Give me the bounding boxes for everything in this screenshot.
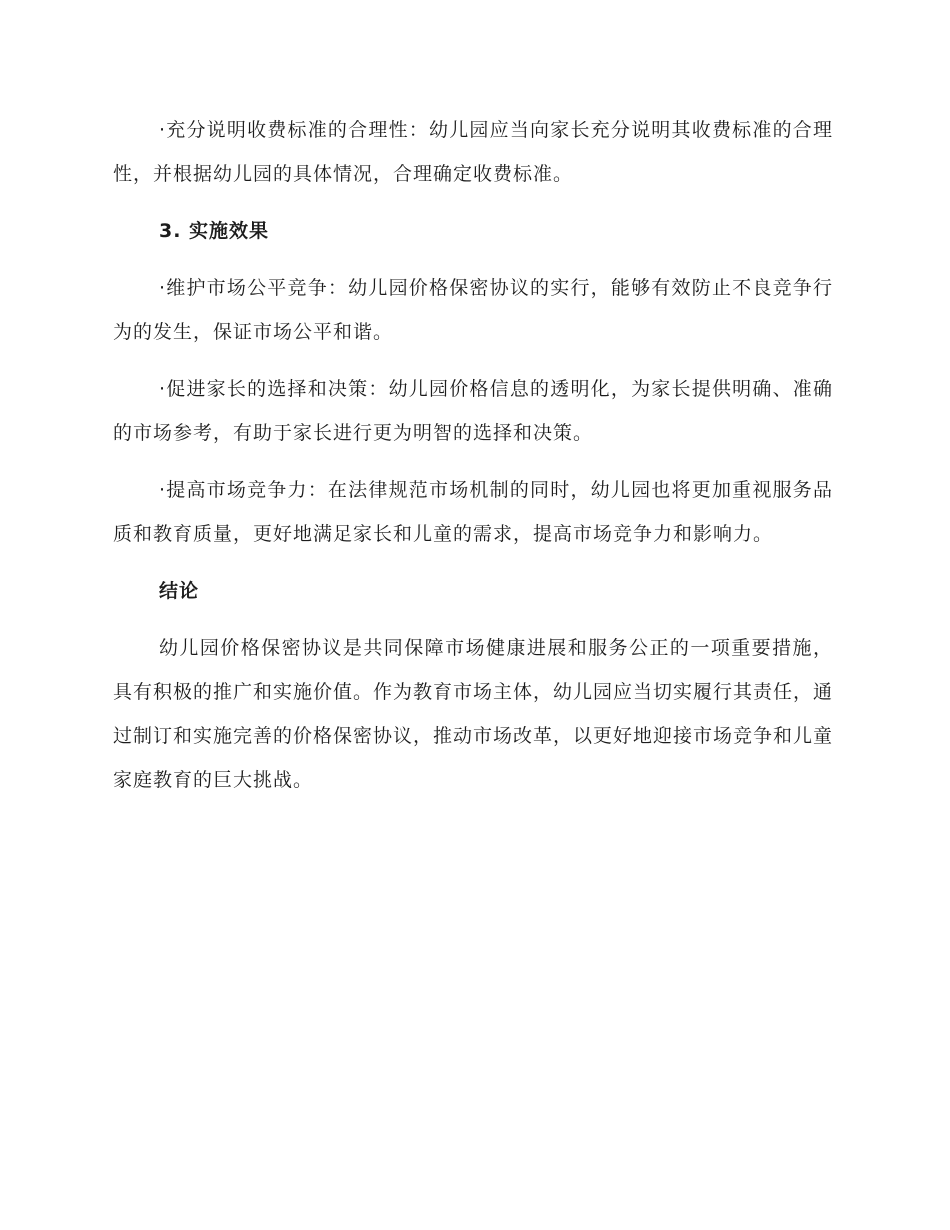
paragraph-parent-choice: ·促进家长的选择和决策：幼儿园价格信息的透明化，为家长提供明确、准确的市场参考，有助于家长进行更为明智的选择和决策。: [113, 378, 833, 444]
section-heading-implementation-effect: 3. 实施效果: [159, 220, 270, 242]
document-body: [113, 108, 833, 815]
paragraph-conclusion: 幼儿园价格保密协议是共同保障市场健康进展和服务公正的一项重要措施，具有积极的推广和实施价值。作为教育市场主体，幼儿园应当切实履行其责任，通过制订和实施完善的价格保密协议，推动市场改革，以更好地迎接市场竞争和儿童家庭教育的巨大挑战。: [113, 637, 834, 791]
paragraph-competitiveness: ·提高市场竞争力：在法律规范市场机制的同时，幼儿园也将更加重视服务品质和教育质量，更好地满足家长和儿童的需求，提高市场竞争力和影响力。: [113, 479, 833, 545]
section-heading-conclusion: 结论: [159, 580, 200, 602]
paragraph-fee-rationale: ·充分说明收费标准的合理性：幼儿园应当向家长充分说明其收费标准的合理性，并根据幼儿园的具体情况，合理确定收费标准。: [113, 119, 833, 185]
paragraph-fair-competition: ·维护市场公平竞争：幼儿园价格保密协议的实行，能够有效防止不良竞争行为的发生，保证市场公平和谐。: [113, 277, 833, 343]
